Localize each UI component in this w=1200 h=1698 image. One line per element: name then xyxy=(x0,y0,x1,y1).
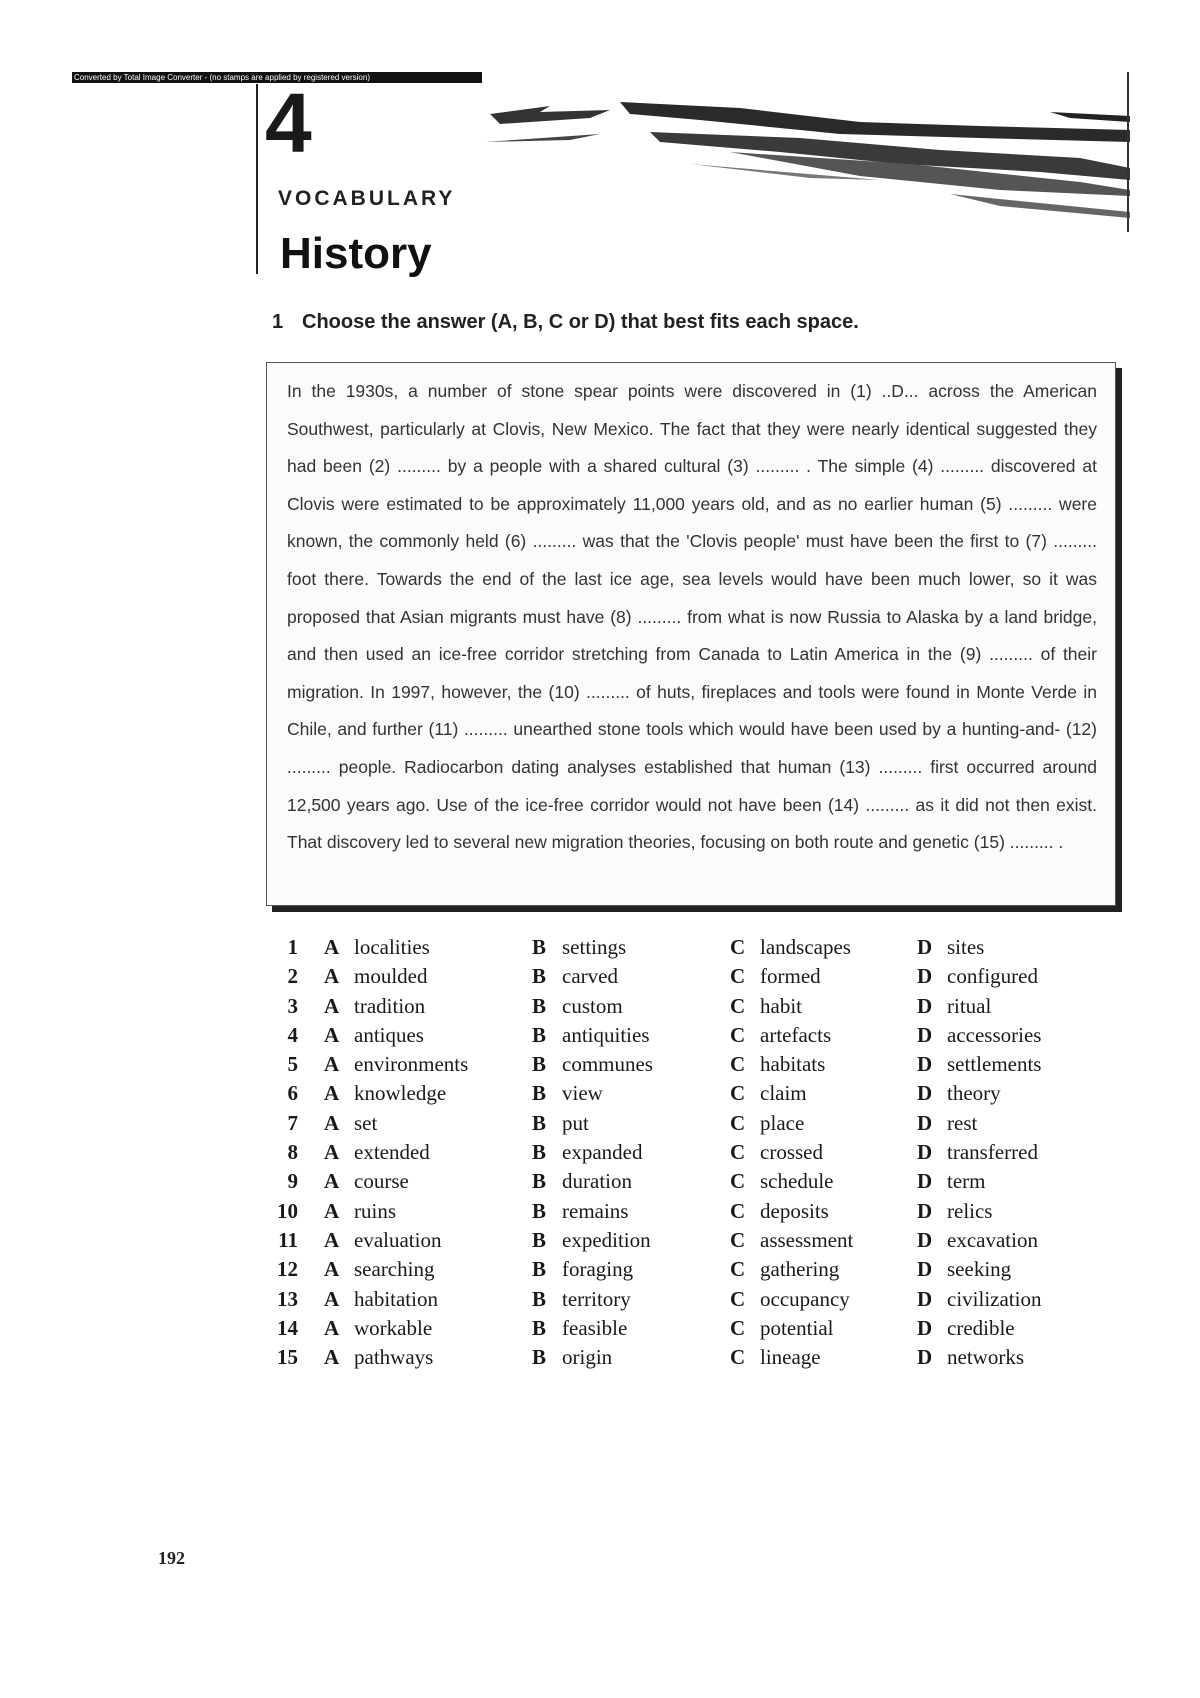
item-number: 9 xyxy=(287,1169,298,1194)
option-c: occupancy xyxy=(760,1286,850,1311)
option-c: landscapes xyxy=(760,935,851,959)
option-a: set xyxy=(354,1110,378,1135)
passage-text: In the 1930s, a number of stone spear points were discovered in (1) ..D... across the American Southwest, particularly at Clovis, New Mexico. The fact that they were nearly identical suggested they had been (2) ......... by a people with a shared cultural (3) ......... . The simple (4) ......... discovered at Clovis were estimated to be approximately 11,000 years old, and as no earlier human (5) ......... were known, the commonly held (6) ......... was that the 'Clovis people' must have been the first to (7) ......... foot there. Towards the end of the last ice age, sea levels would have been much lower, so it was proposed that Asian migrants must have (8) ......... from what is now Russia to Alaska by a land bridge, and then used an ice-free corridor stretching from Canada to Latin America in the (9) ......... of their migration. In 1997, however, the (10) ......... of huts, fireplaces and tools were found in Monte Verde in Chile, and further (11) ......... unearthed stone tools which would have been used by a hunting-and- (12) ......... people. Radiocarbon dating analyses established that human (13) ......... first occurred around 12,500 years ago. Use of the ice-free corridor would not have been (14) ......... as it did not then exist. That discovery led to several new migration theories, focusing on both route and genetic (15) ......... . xyxy=(287,381,1097,853)
option-letter-d: D xyxy=(917,1345,933,1370)
option-d: civilization xyxy=(947,1286,1042,1311)
option-letter-b: B xyxy=(532,1110,547,1135)
option-letter-a: A xyxy=(324,1022,340,1047)
option-letter-b: B xyxy=(532,1169,547,1194)
option-c: gathering xyxy=(760,1257,840,1282)
header-rule xyxy=(256,84,258,274)
option-a: environments xyxy=(354,1052,469,1077)
option-letter-c: C xyxy=(730,964,746,989)
option-b: origin xyxy=(562,1345,613,1370)
item-number: 15 xyxy=(277,1345,298,1370)
option-letter-a: A xyxy=(324,935,340,959)
option-letter-d: D xyxy=(917,1286,933,1311)
option-letter-b: B xyxy=(532,1081,547,1106)
option-a: extended xyxy=(354,1140,430,1165)
option-a: evaluation xyxy=(354,1227,442,1252)
option-c: lineage xyxy=(760,1345,821,1370)
option-d: theory xyxy=(947,1081,1001,1106)
item-number: 10 xyxy=(277,1198,298,1223)
item-number: 2 xyxy=(287,964,298,989)
option-a: antiques xyxy=(354,1022,424,1047)
item-number: 11 xyxy=(278,1227,298,1252)
option-b: feasible xyxy=(562,1315,628,1340)
item-number: 14 xyxy=(277,1315,298,1340)
option-a: localities xyxy=(354,935,430,959)
option-b: put xyxy=(562,1110,589,1135)
option-letter-d: D xyxy=(917,1022,933,1047)
option-letter-c: C xyxy=(730,935,746,959)
option-b: view xyxy=(562,1081,603,1106)
option-d: rest xyxy=(947,1110,978,1135)
option-c: claim xyxy=(760,1081,807,1106)
option-b: communes xyxy=(562,1052,653,1077)
option-letter-b: B xyxy=(532,993,547,1018)
option-d: networks xyxy=(947,1345,1024,1370)
option-letter-b: B xyxy=(532,1345,547,1370)
option-c: artefacts xyxy=(760,1022,832,1047)
option-d: settlements xyxy=(947,1052,1042,1077)
answer-row xyxy=(270,1199,1070,1228)
option-letter-d: D xyxy=(917,1198,933,1223)
option-letter-d: D xyxy=(917,1081,933,1106)
option-c: habitats xyxy=(760,1052,826,1077)
exercise-instruction xyxy=(272,311,859,334)
option-letter-c: C xyxy=(730,1345,746,1370)
item-number: 12 xyxy=(277,1257,298,1282)
item-number: 1 xyxy=(287,935,298,959)
option-letter-b: B xyxy=(532,1257,547,1282)
option-letter-a: A xyxy=(324,964,340,989)
option-letter-c: C xyxy=(730,1081,746,1106)
answer-row xyxy=(270,1257,1070,1286)
passage-box xyxy=(266,362,1116,906)
answer-row xyxy=(270,1111,1070,1140)
option-d: transferred xyxy=(947,1140,1038,1165)
converter-banner: Converted by Total Image Converter - (no stamps are applied by registered version) xyxy=(72,72,482,83)
section-label: VOCABULARY xyxy=(278,187,456,210)
option-d: sites xyxy=(947,935,985,959)
option-letter-d: D xyxy=(917,935,933,959)
option-c: potential xyxy=(760,1315,834,1340)
option-letter-d: D xyxy=(917,1257,933,1282)
option-letter-c: C xyxy=(730,1286,746,1311)
option-letter-a: A xyxy=(324,993,340,1018)
option-a: moulded xyxy=(354,964,428,989)
option-letter-d: D xyxy=(917,1227,933,1252)
option-letter-b: B xyxy=(532,1052,547,1077)
option-letter-b: B xyxy=(532,1227,547,1252)
answer-row xyxy=(270,935,1070,964)
option-letter-c: C xyxy=(730,993,746,1018)
option-a: knowledge xyxy=(354,1081,447,1106)
answer-row xyxy=(270,1287,1070,1316)
option-letter-c: C xyxy=(730,1198,746,1223)
option-letter-a: A xyxy=(324,1345,340,1370)
answer-row xyxy=(270,1023,1070,1052)
item-number: 7 xyxy=(287,1110,298,1135)
option-letter-a: A xyxy=(324,1257,340,1282)
answer-row xyxy=(270,1169,1070,1198)
option-c: crossed xyxy=(760,1140,823,1165)
option-a: habitation xyxy=(354,1286,438,1311)
option-letter-d: D xyxy=(917,993,933,1018)
answer-row xyxy=(270,994,1070,1023)
option-a: course xyxy=(354,1169,409,1194)
brush-stroke-decoration xyxy=(480,72,1140,232)
option-letter-a: A xyxy=(324,1227,340,1252)
option-d: term xyxy=(947,1169,986,1194)
option-letter-d: D xyxy=(917,1052,933,1077)
option-a: pathways xyxy=(354,1345,434,1370)
option-b: antiquities xyxy=(562,1022,650,1047)
option-c: formed xyxy=(760,964,821,989)
option-a: ruins xyxy=(354,1198,396,1223)
item-number: 13 xyxy=(277,1286,298,1311)
option-letter-b: B xyxy=(532,1022,547,1047)
answer-row xyxy=(270,1140,1070,1169)
option-c: assessment xyxy=(760,1227,854,1252)
option-letter-d: D xyxy=(917,1169,933,1194)
option-letter-c: C xyxy=(730,1169,746,1194)
option-d: accessories xyxy=(947,1022,1042,1047)
option-letter-a: A xyxy=(324,1110,340,1135)
option-letter-c: C xyxy=(730,1140,746,1165)
answer-row xyxy=(270,1228,1070,1257)
item-number: 4 xyxy=(287,1022,298,1047)
option-c: place xyxy=(760,1110,805,1135)
option-a: tradition xyxy=(354,993,426,1018)
option-a: workable xyxy=(354,1315,433,1340)
option-letter-d: D xyxy=(917,964,933,989)
exercise-number: 1 xyxy=(272,311,284,333)
page-title: History xyxy=(280,229,432,278)
option-c: habit xyxy=(760,993,802,1018)
option-letter-a: A xyxy=(324,1140,340,1165)
answer-row xyxy=(270,964,1070,993)
option-b: territory xyxy=(562,1286,631,1311)
option-b: expedition xyxy=(562,1227,651,1252)
option-letter-b: B xyxy=(532,935,547,959)
option-letter-b: B xyxy=(532,1286,547,1311)
item-number: 5 xyxy=(287,1052,298,1077)
answer-row xyxy=(270,1052,1070,1081)
option-letter-b: B xyxy=(532,964,547,989)
option-letter-a: A xyxy=(324,1169,340,1194)
answer-row xyxy=(270,1081,1070,1110)
option-letter-b: B xyxy=(532,1140,547,1165)
option-d: configured xyxy=(947,964,1038,989)
option-letter-d: D xyxy=(917,1140,933,1165)
option-letter-c: C xyxy=(730,1022,746,1047)
option-b: foraging xyxy=(562,1257,634,1282)
option-letter-a: A xyxy=(324,1052,340,1077)
option-letter-a: A xyxy=(324,1081,340,1106)
option-letter-c: C xyxy=(730,1052,746,1077)
option-d: seeking xyxy=(947,1257,1012,1282)
option-d: relics xyxy=(947,1198,993,1223)
unit-number: 4 xyxy=(265,76,312,170)
option-b: settings xyxy=(562,935,627,959)
option-letter-c: C xyxy=(730,1227,746,1252)
option-letter-d: D xyxy=(917,1110,933,1135)
option-letter-b: B xyxy=(532,1198,547,1223)
instruction-text: Choose the answer (A, B, C or D) that best fits each space. xyxy=(302,311,859,333)
option-letter-c: C xyxy=(730,1315,746,1340)
option-c: deposits xyxy=(760,1198,829,1223)
option-b: remains xyxy=(562,1198,629,1223)
option-d: credible xyxy=(947,1315,1015,1340)
option-letter-a: A xyxy=(324,1286,340,1311)
option-c: schedule xyxy=(760,1169,834,1194)
answer-row xyxy=(270,1345,1070,1374)
item-number: 6 xyxy=(287,1081,298,1106)
option-letter-c: C xyxy=(730,1257,746,1282)
option-letter-c: C xyxy=(730,1110,746,1135)
option-b: duration xyxy=(562,1169,632,1194)
option-d: ritual xyxy=(947,993,992,1018)
item-number: 3 xyxy=(287,993,298,1018)
page-number: 192 xyxy=(158,1548,185,1568)
option-b: custom xyxy=(562,993,623,1018)
option-b: expanded xyxy=(562,1140,643,1165)
option-b: carved xyxy=(562,964,618,989)
option-letter-d: D xyxy=(917,1315,933,1340)
answer-options-table xyxy=(270,935,1070,1374)
item-number: 8 xyxy=(287,1140,298,1165)
option-d: excavation xyxy=(947,1227,1038,1252)
option-letter-a: A xyxy=(324,1198,340,1223)
answer-row xyxy=(270,1316,1070,1345)
option-letter-b: B xyxy=(532,1315,547,1340)
option-letter-a: A xyxy=(324,1315,340,1340)
option-a: searching xyxy=(354,1257,435,1282)
